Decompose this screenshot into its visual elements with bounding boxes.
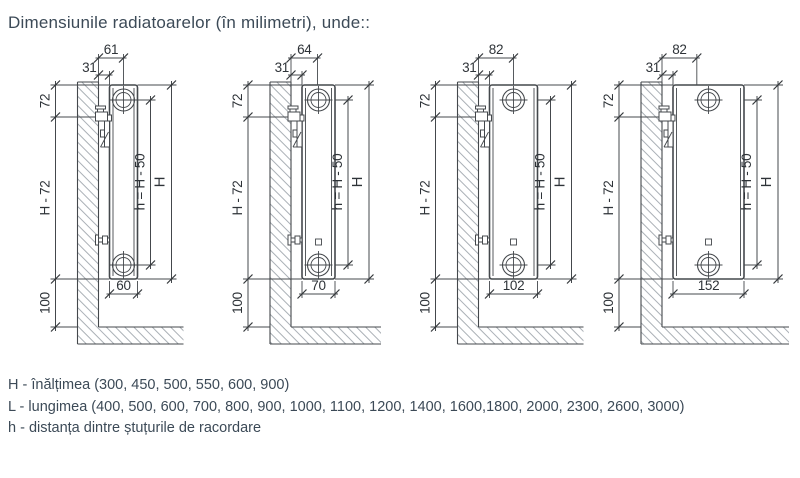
legend	[8, 375, 800, 440]
svg-text:H - 72: H - 72	[417, 180, 433, 216]
svg-text:70: 70	[311, 278, 326, 293]
svg-text:H - 72: H - 72	[37, 180, 53, 216]
svg-text:H: H	[349, 176, 366, 188]
radiator-diagram-type22	[400, 42, 595, 372]
legend-length: L - lungimea (400, 500, 600, 700, 800, 900, 1000, 1100, 1200, 1400, 1600,1800, 2000, 2300, 2600, 3000)	[8, 398, 685, 415]
legend-height: H - înălțimea (300, 450, 500, 550, 600, 900)	[8, 377, 290, 393]
radiator-panel	[490, 85, 538, 279]
legend-connection-spacing: h - distanța dintre ștuțurile de racordare	[8, 420, 262, 436]
svg-text:H - 72: H - 72	[601, 180, 616, 216]
svg-text:H: H	[151, 176, 169, 188]
page-title: Dimensiunile radiatoarelor (în milimetri), unde::	[8, 13, 371, 32]
svg-text:72: 72	[417, 93, 433, 109]
drain-valve	[288, 235, 302, 245]
svg-text:h = H - 50: h = H - 50	[330, 153, 345, 211]
svg-text:h = H - 50: h = H - 50	[132, 153, 148, 211]
svg-text:100: 100	[230, 292, 245, 314]
radiator-diagram-type33	[595, 42, 790, 372]
radiator-side-view	[10, 42, 205, 372]
svg-text:100: 100	[601, 292, 616, 314]
diagram-row	[10, 42, 800, 372]
svg-text:100: 100	[37, 292, 53, 314]
svg-text:64: 64	[297, 42, 312, 57]
svg-text:82: 82	[672, 42, 687, 57]
radiator-panel	[673, 85, 744, 279]
svg-text:31: 31	[645, 60, 660, 75]
svg-text:H - 72: H - 72	[230, 180, 245, 216]
svg-text:72: 72	[37, 93, 53, 109]
svg-text:100: 100	[417, 292, 433, 314]
svg-text:h = H - 50: h = H - 50	[532, 153, 548, 211]
svg-text:31: 31	[462, 60, 477, 75]
svg-text:H: H	[758, 176, 775, 188]
svg-text:72: 72	[230, 93, 245, 109]
radiator-diagram-type21	[205, 42, 400, 372]
svg-text:31: 31	[82, 60, 97, 75]
svg-text:60: 60	[116, 278, 131, 293]
radiator-diagram-type11	[10, 42, 205, 372]
drain-valve	[96, 235, 110, 245]
svg-text:61: 61	[103, 42, 119, 57]
radiator-side-view	[205, 42, 400, 372]
svg-text:h = H - 50: h = H - 50	[739, 153, 754, 211]
svg-text:H: H	[551, 176, 569, 188]
svg-text:152: 152	[697, 278, 720, 293]
radiator-side-view	[400, 42, 595, 372]
drain-valve	[476, 235, 490, 245]
svg-text:72: 72	[601, 93, 616, 109]
svg-text:31: 31	[274, 60, 289, 75]
drain-valve	[659, 235, 673, 245]
svg-text:82: 82	[488, 42, 504, 57]
radiator-side-view	[595, 42, 790, 372]
svg-text:102: 102	[502, 278, 525, 293]
